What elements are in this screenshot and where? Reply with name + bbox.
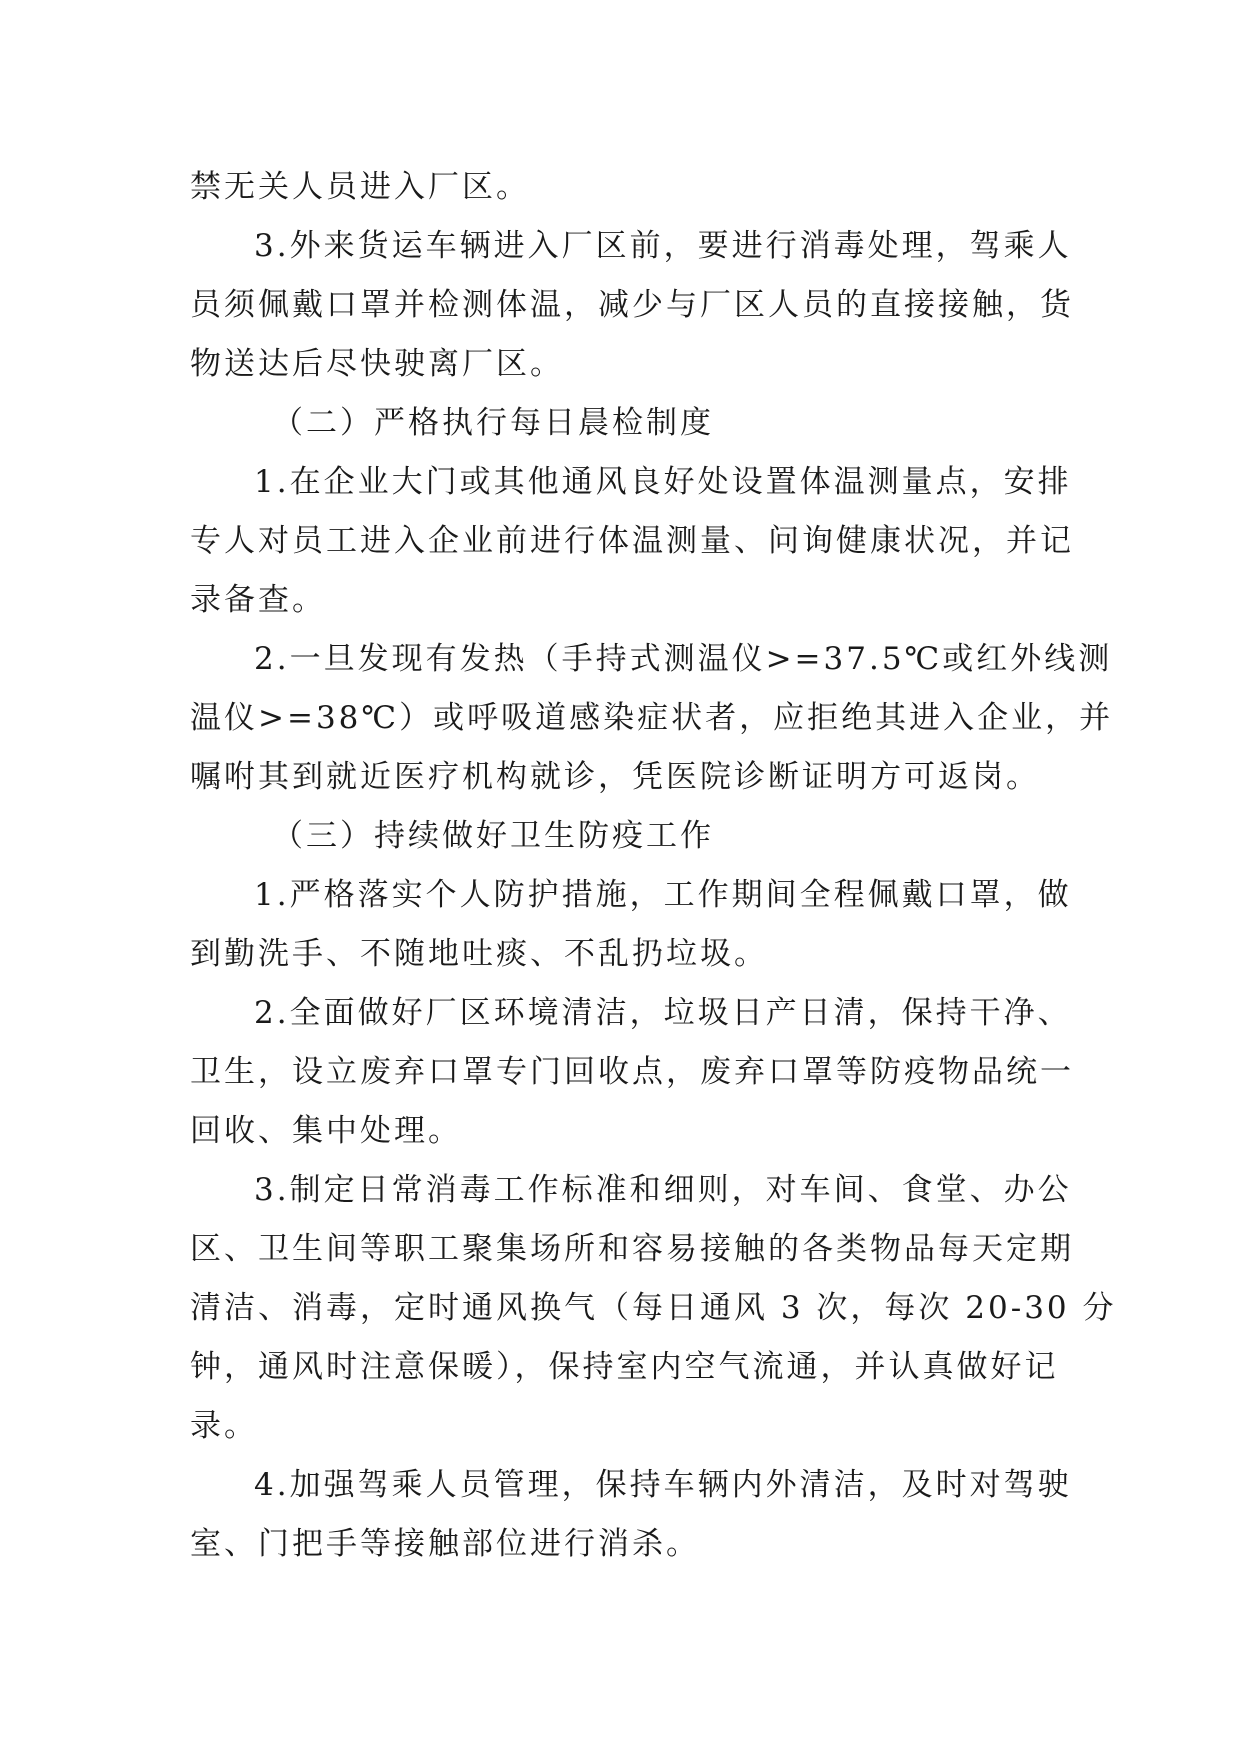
text-line: 专人对员工进入企业前进行体温测量、问询健康状况，并记 bbox=[190, 523, 1074, 559]
text-line: 禁无关人员进入厂区。 bbox=[190, 169, 530, 205]
text-line: 到勤洗手、不随地吐痰、不乱扔垃圾。 bbox=[190, 936, 768, 972]
text-line: 2.全面做好厂区环境清洁，垃圾日产日清，保持干净、 bbox=[254, 995, 1072, 1031]
section-heading: （三）持续做好卫生防疫工作 bbox=[272, 818, 714, 854]
text-line: 温仪>=38℃）或呼吸道感染症状者，应拒绝其进入企业，并 bbox=[190, 700, 1114, 736]
text-line: 室、门把手等接触部位进行消杀。 bbox=[190, 1526, 700, 1562]
text-line: 钟，通风时注意保暖），保持室内空气流通，并认真做好记 bbox=[190, 1349, 1059, 1385]
text-line: 1.在企业大门或其他通风良好处设置体温测量点，安排 bbox=[254, 464, 1072, 500]
text-line: 3.外来货运车辆进入厂区前，要进行消毒处理，驾乘人 bbox=[254, 228, 1072, 264]
text-line: 嘱咐其到就近医疗机构就诊，凭医院诊断证明方可返岗。 bbox=[190, 759, 1040, 795]
text-line: 物送达后尽快驶离厂区。 bbox=[190, 346, 564, 382]
document-body bbox=[190, 158, 1117, 1574]
text-line: 3.制定日常消毒工作标准和细则，对车间、食堂、办公 bbox=[254, 1172, 1072, 1208]
text-line: 4.加强驾乘人员管理，保持车辆内外清洁，及时对驾驶 bbox=[254, 1467, 1072, 1503]
text-line: 1.严格落实个人防护措施，工作期间全程佩戴口罩，做 bbox=[254, 877, 1072, 913]
text-line: 清洁、消毒，定时通风换气（每日通风 3 次，每次 20-30 分 bbox=[190, 1290, 1117, 1326]
text-line: 卫生，设立废弃口罩专门回收点，废弃口罩等防疫物品统一 bbox=[190, 1054, 1074, 1090]
text-line: 员须佩戴口罩并检测体温，减少与厂区人员的直接接触，货 bbox=[190, 287, 1074, 323]
section-heading: （二）严格执行每日晨检制度 bbox=[272, 405, 714, 441]
text-line: 回收、集中处理。 bbox=[190, 1113, 462, 1149]
text-line: 录。 bbox=[190, 1408, 258, 1444]
text-line: 区、卫生间等职工聚集场所和容易接触的各类物品每天定期 bbox=[190, 1231, 1074, 1267]
text-line: 2.一旦发现有发热（手持式测温仪>=37.5℃或红外线测 bbox=[254, 641, 1113, 677]
text-line: 录备查。 bbox=[190, 582, 326, 618]
